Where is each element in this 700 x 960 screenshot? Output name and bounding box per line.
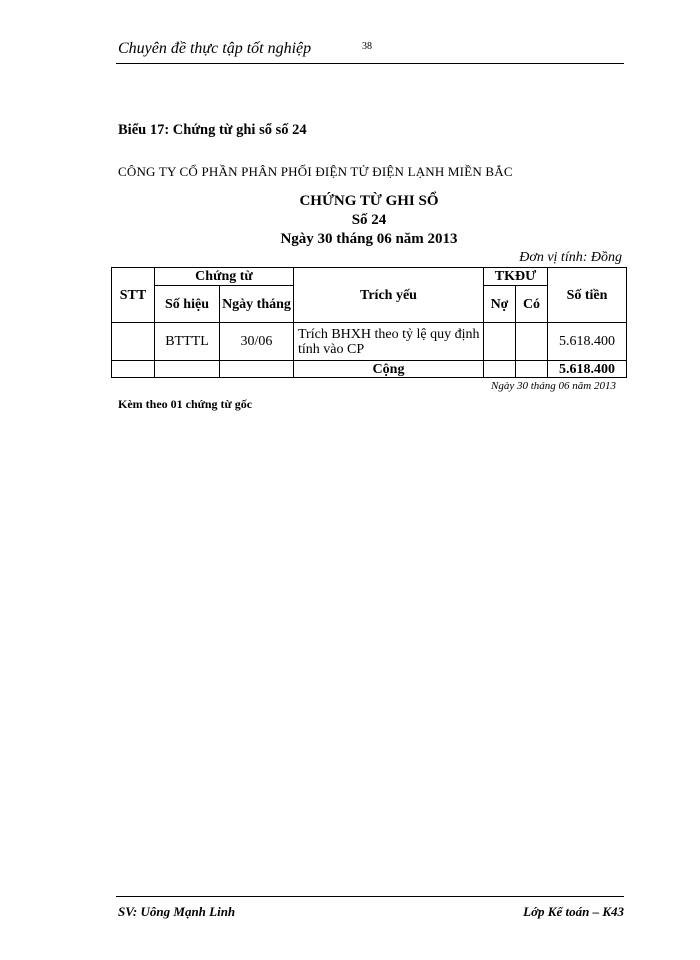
voucher-table <box>111 267 627 378</box>
signature-date: Ngày 30 tháng 06 năm 2013 <box>491 380 616 392</box>
document-date: Ngày 30 tháng 06 năm 2013 <box>280 231 458 247</box>
footer-divider <box>116 896 624 897</box>
attachment-note: Kèm theo 01 chứng từ gốc <box>118 397 253 411</box>
currency-unit: Đơn vị tính: Đồng <box>519 250 622 265</box>
cell-voucher-no: BTTTL <box>155 323 220 361</box>
header-credit: Có <box>516 286 548 323</box>
header-voucher-no: Số hiệu <box>155 286 220 323</box>
header-title: Chuyên đề thực tập tốt nghiệp <box>118 40 312 57</box>
cell-description: Trích BHXH theo tỷ lệ quy định tính vào CP <box>294 323 484 361</box>
header-amount: Số tiền <box>548 268 627 323</box>
total-label: Cộng <box>294 361 484 378</box>
header-voucher-date: Ngày tháng <box>220 286 294 323</box>
header-account: TKĐƯ <box>484 268 548 286</box>
header-voucher: Chứng từ <box>155 268 294 286</box>
footer-class: Lớp Kế toán – K43 <box>523 904 624 919</box>
document-number: Số 24 <box>351 212 387 228</box>
document-title: CHỨNG TỪ GHI SỔ <box>299 193 439 209</box>
cell-credit <box>516 323 548 361</box>
figure-caption: Biểu 17: Chứng từ ghi sổ số 24 <box>118 122 307 138</box>
cell-amount: 5.618.400 <box>548 323 627 361</box>
total-amount: 5.618.400 <box>548 361 627 378</box>
cell-debit <box>484 323 516 361</box>
footer-student: SV: Uông Mạnh Linh <box>118 904 236 919</box>
header-divider <box>116 63 624 64</box>
header-description: Trích yếu <box>294 268 484 323</box>
page-number: 38 <box>362 41 372 52</box>
total-row <box>112 361 627 378</box>
cell-stt <box>112 323 155 361</box>
company-name: CÔNG TY CỔ PHẦN PHÂN PHỐI ĐIỆN TỬ ĐIỆN LẠNH MIỀN BẮC <box>118 164 513 179</box>
table-row <box>112 323 627 361</box>
cell-voucher-date: 30/06 <box>220 323 294 361</box>
header-stt: STT <box>112 268 155 323</box>
header-debit: Nợ <box>484 286 516 323</box>
